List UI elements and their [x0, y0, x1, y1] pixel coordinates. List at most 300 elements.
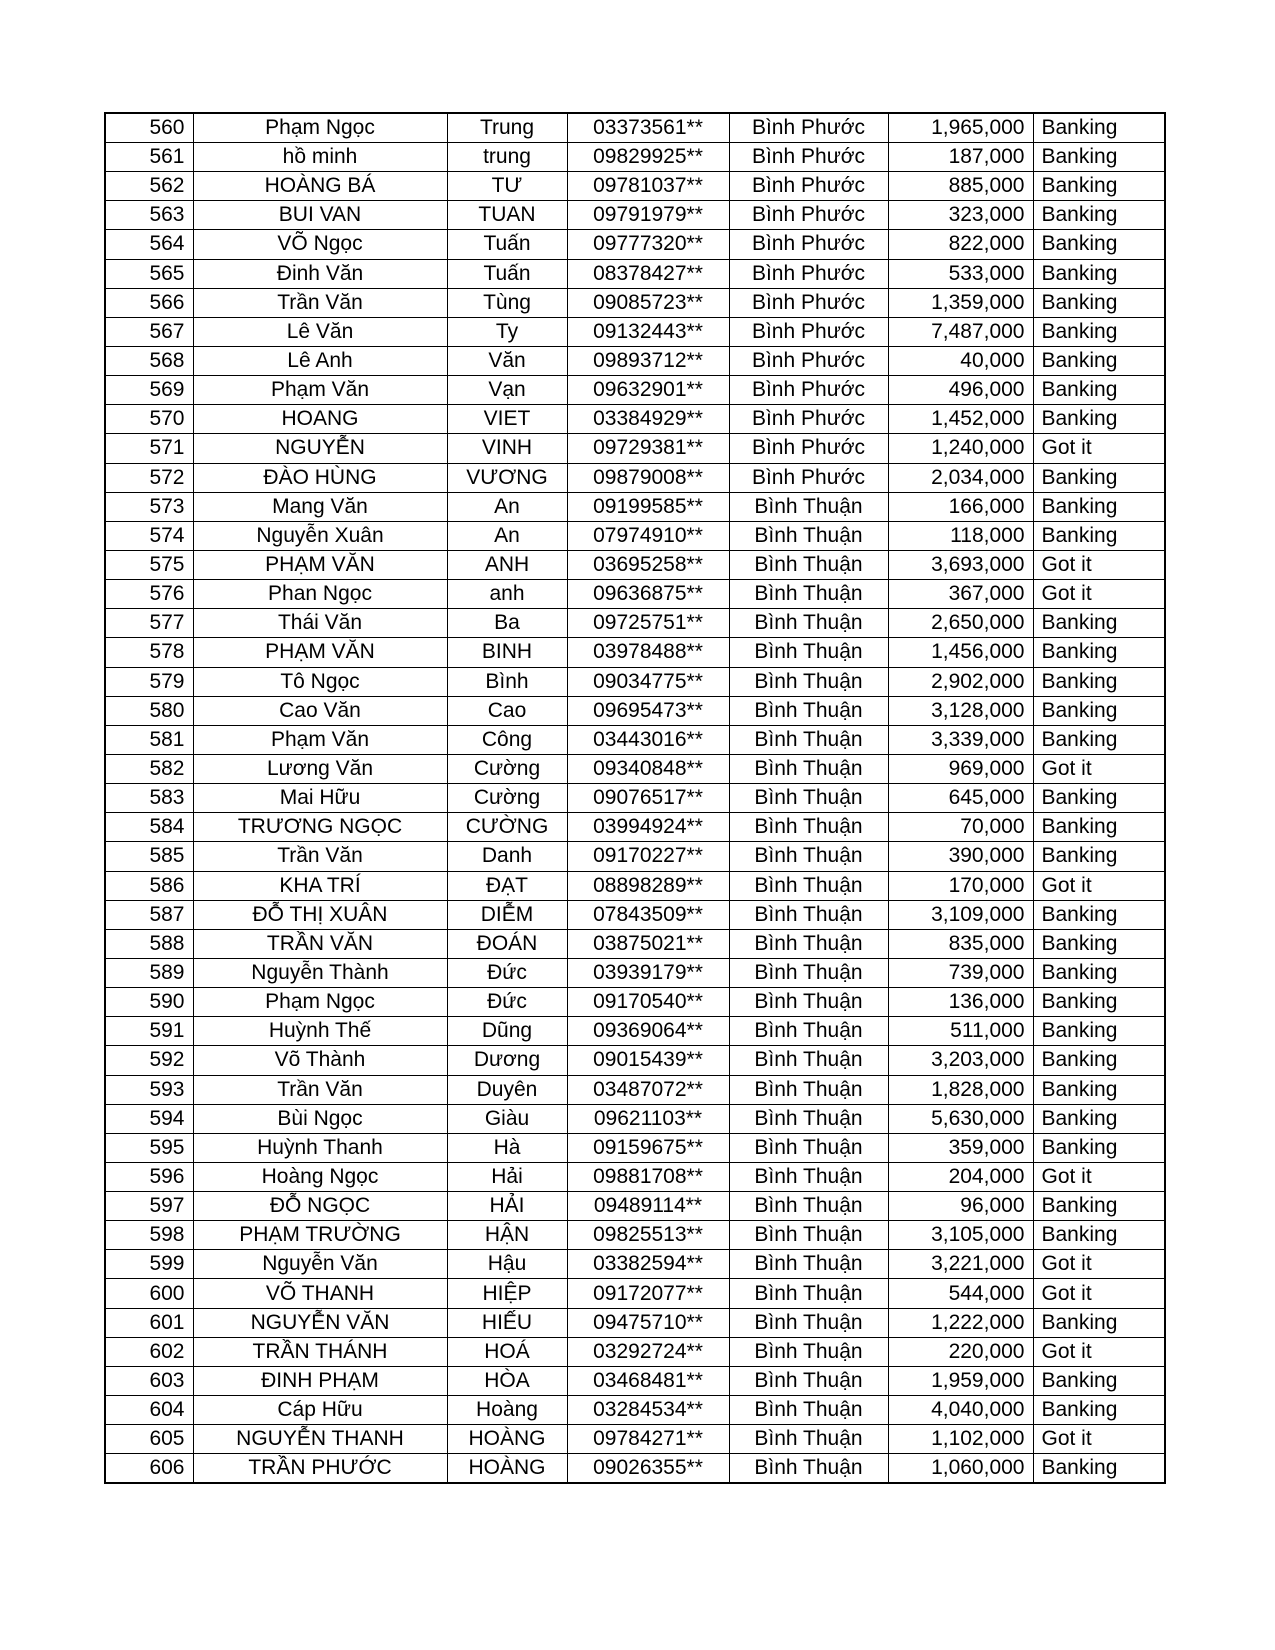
amount-cell: 359,000 — [888, 1133, 1033, 1162]
amount-cell: 170,000 — [888, 871, 1033, 900]
province-cell: Bình Thuận — [729, 813, 888, 842]
row-number-cell: 600 — [105, 1279, 193, 1308]
phone-number-cell: 03382594** — [567, 1250, 729, 1279]
phone-number-cell: 03443016** — [567, 725, 729, 754]
last-middle-name-cell: ĐÀO HÙNG — [193, 463, 447, 492]
province-cell: Bình Thuận — [729, 1133, 888, 1162]
first-name-cell: VIET — [447, 405, 567, 434]
payment-method-cell: Got it — [1033, 1425, 1165, 1454]
last-middle-name-cell: Lê Văn — [193, 317, 447, 346]
payment-method-cell: Banking — [1033, 638, 1165, 667]
province-cell: Bình Phước — [729, 143, 888, 172]
first-name-cell: An — [447, 492, 567, 521]
payment-method-cell: Banking — [1033, 288, 1165, 317]
row-number-cell: 584 — [105, 813, 193, 842]
first-name-cell: Tuấn — [447, 259, 567, 288]
amount-cell: 1,452,000 — [888, 405, 1033, 434]
province-cell: Bình Thuận — [729, 929, 888, 958]
phone-number-cell: 09489114** — [567, 1192, 729, 1221]
province-cell: Bình Thuận — [729, 638, 888, 667]
row-number-cell: 565 — [105, 259, 193, 288]
amount-cell: 96,000 — [888, 1192, 1033, 1221]
first-name-cell: Đức — [447, 988, 567, 1017]
first-name-cell: Ba — [447, 609, 567, 638]
first-name-cell: Đức — [447, 958, 567, 987]
phone-number-cell: 03468481** — [567, 1366, 729, 1395]
last-middle-name-cell: Đinh Văn — [193, 259, 447, 288]
first-name-cell: Dũng — [447, 1017, 567, 1046]
payment-method-cell: Banking — [1033, 988, 1165, 1017]
amount-cell: 3,128,000 — [888, 696, 1033, 725]
phone-number-cell: 09026355** — [567, 1454, 729, 1484]
payment-method-cell: Banking — [1033, 609, 1165, 638]
first-name-cell: BINH — [447, 638, 567, 667]
payment-method-cell: Banking — [1033, 1104, 1165, 1133]
payment-method-cell: Banking — [1033, 230, 1165, 259]
table-row — [105, 1279, 1165, 1308]
first-name-cell: Vạn — [447, 376, 567, 405]
amount-cell: 835,000 — [888, 929, 1033, 958]
row-number-cell: 583 — [105, 784, 193, 813]
phone-number-cell: 09781037** — [567, 172, 729, 201]
province-cell: Bình Thuận — [729, 754, 888, 783]
table-row — [105, 405, 1165, 434]
payment-method-cell: Banking — [1033, 376, 1165, 405]
payment-method-cell: Got it — [1033, 550, 1165, 579]
phone-number-cell: 09791979** — [567, 201, 729, 230]
last-middle-name-cell: Trần Văn — [193, 1075, 447, 1104]
row-number-cell: 567 — [105, 317, 193, 346]
row-number-cell: 589 — [105, 958, 193, 987]
first-name-cell: An — [447, 521, 567, 550]
first-name-cell: Tuấn — [447, 230, 567, 259]
table-body — [105, 113, 1165, 1483]
last-middle-name-cell: KHA TRÍ — [193, 871, 447, 900]
amount-cell: 70,000 — [888, 813, 1033, 842]
amount-cell: 2,034,000 — [888, 463, 1033, 492]
province-cell: Bình Thuận — [729, 842, 888, 871]
province-cell: Bình Phước — [729, 346, 888, 375]
last-middle-name-cell: NGUYỄN — [193, 434, 447, 463]
table-row — [105, 784, 1165, 813]
payment-method-cell: Banking — [1033, 725, 1165, 754]
last-middle-name-cell: PHẠM TRƯỜNG — [193, 1221, 447, 1250]
last-middle-name-cell: Huỳnh Thế — [193, 1017, 447, 1046]
amount-cell: 136,000 — [888, 988, 1033, 1017]
amount-cell: 739,000 — [888, 958, 1033, 987]
phone-number-cell: 09632901** — [567, 376, 729, 405]
amount-cell: 2,902,000 — [888, 667, 1033, 696]
amount-cell: 544,000 — [888, 1279, 1033, 1308]
payment-method-cell: Got it — [1033, 1279, 1165, 1308]
row-number-cell: 603 — [105, 1366, 193, 1395]
last-middle-name-cell: Thái Văn — [193, 609, 447, 638]
first-name-cell: Bình — [447, 667, 567, 696]
amount-cell: 4,040,000 — [888, 1396, 1033, 1425]
payment-method-cell: Banking — [1033, 201, 1165, 230]
phone-number-cell: 03978488** — [567, 638, 729, 667]
province-cell: Bình Thuận — [729, 580, 888, 609]
row-number-cell: 563 — [105, 201, 193, 230]
first-name-cell: Hoàng — [447, 1396, 567, 1425]
first-name-cell: HOÀNG — [447, 1425, 567, 1454]
row-number-cell: 570 — [105, 405, 193, 434]
row-number-cell: 573 — [105, 492, 193, 521]
province-cell: Bình Thuận — [729, 988, 888, 1017]
table-row — [105, 725, 1165, 754]
first-name-cell: Cao — [447, 696, 567, 725]
row-number-cell: 585 — [105, 842, 193, 871]
amount-cell: 1,102,000 — [888, 1425, 1033, 1454]
payment-method-cell: Banking — [1033, 143, 1165, 172]
province-cell: Bình Thuận — [729, 492, 888, 521]
last-middle-name-cell: BUI VAN — [193, 201, 447, 230]
last-middle-name-cell: Phan Ngọc — [193, 580, 447, 609]
payment-method-cell: Banking — [1033, 900, 1165, 929]
table-row — [105, 1221, 1165, 1250]
last-middle-name-cell: Phạm Ngọc — [193, 113, 447, 143]
table-row — [105, 288, 1165, 317]
payment-method-cell: Got it — [1033, 434, 1165, 463]
last-middle-name-cell: PHẠM VĂN — [193, 638, 447, 667]
row-number-cell: 588 — [105, 929, 193, 958]
province-cell: Bình Thuận — [729, 958, 888, 987]
table-row — [105, 580, 1165, 609]
row-number-cell: 561 — [105, 143, 193, 172]
last-middle-name-cell: PHẠM VĂN — [193, 550, 447, 579]
payment-method-cell: Banking — [1033, 813, 1165, 842]
province-cell: Bình Thuận — [729, 1192, 888, 1221]
phone-number-cell: 09881708** — [567, 1162, 729, 1191]
table-row — [105, 871, 1165, 900]
amount-cell: 2,650,000 — [888, 609, 1033, 638]
amount-cell: 1,060,000 — [888, 1454, 1033, 1484]
table-row — [105, 317, 1165, 346]
phone-number-cell: 09829925** — [567, 143, 729, 172]
table-row — [105, 638, 1165, 667]
phone-number-cell: 03994924** — [567, 813, 729, 842]
table-row — [105, 1046, 1165, 1075]
amount-cell: 885,000 — [888, 172, 1033, 201]
phone-number-cell: 09777320** — [567, 230, 729, 259]
payment-method-cell: Got it — [1033, 754, 1165, 783]
first-name-cell: Hải — [447, 1162, 567, 1191]
table-row — [105, 1425, 1165, 1454]
amount-cell: 1,222,000 — [888, 1308, 1033, 1337]
table-row — [105, 230, 1165, 259]
amount-cell: 367,000 — [888, 580, 1033, 609]
province-cell: Bình Phước — [729, 230, 888, 259]
phone-number-cell: 07843509** — [567, 900, 729, 929]
row-number-cell: 591 — [105, 1017, 193, 1046]
first-name-cell: TUAN — [447, 201, 567, 230]
amount-cell: 187,000 — [888, 143, 1033, 172]
payment-method-cell: Banking — [1033, 1192, 1165, 1221]
first-name-cell: Dương — [447, 1046, 567, 1075]
phone-number-cell: 03373561** — [567, 113, 729, 143]
province-cell: Bình Thuận — [729, 1454, 888, 1484]
province-cell: Bình Thuận — [729, 725, 888, 754]
table-row — [105, 1162, 1165, 1191]
province-cell: Bình Thuận — [729, 1279, 888, 1308]
province-cell: Bình Phước — [729, 405, 888, 434]
row-number-cell: 592 — [105, 1046, 193, 1075]
phone-number-cell: 08378427** — [567, 259, 729, 288]
province-cell: Bình Phước — [729, 201, 888, 230]
amount-cell: 40,000 — [888, 346, 1033, 375]
first-name-cell: Giàu — [447, 1104, 567, 1133]
province-cell: Bình Thuận — [729, 1425, 888, 1454]
table-row — [105, 172, 1165, 201]
row-number-cell: 601 — [105, 1308, 193, 1337]
table-row — [105, 463, 1165, 492]
row-number-cell: 566 — [105, 288, 193, 317]
first-name-cell: Công — [447, 725, 567, 754]
phone-number-cell: 03695258** — [567, 550, 729, 579]
payment-method-cell: Banking — [1033, 784, 1165, 813]
last-middle-name-cell: ĐỖ THỊ XUÂN — [193, 900, 447, 929]
last-middle-name-cell: Bùi Ngọc — [193, 1104, 447, 1133]
payment-method-cell: Banking — [1033, 259, 1165, 288]
row-number-cell: 572 — [105, 463, 193, 492]
amount-cell: 511,000 — [888, 1017, 1033, 1046]
amount-cell: 390,000 — [888, 842, 1033, 871]
row-number-cell: 562 — [105, 172, 193, 201]
row-number-cell: 593 — [105, 1075, 193, 1104]
last-middle-name-cell: NGUYỄN VĂN — [193, 1308, 447, 1337]
phone-number-cell: 09085723** — [567, 288, 729, 317]
payment-method-cell: Banking — [1033, 492, 1165, 521]
province-cell: Bình Thuận — [729, 1366, 888, 1395]
amount-cell: 822,000 — [888, 230, 1033, 259]
last-middle-name-cell: NGUYỄN THANH — [193, 1425, 447, 1454]
row-number-cell: 604 — [105, 1396, 193, 1425]
table-row — [105, 1337, 1165, 1366]
payment-method-cell: Got it — [1033, 1337, 1165, 1366]
first-name-cell: ĐẠT — [447, 871, 567, 900]
phone-number-cell: 09170227** — [567, 842, 729, 871]
phone-number-cell: 09636875** — [567, 580, 729, 609]
province-cell: Bình Thuận — [729, 1162, 888, 1191]
payment-method-cell: Banking — [1033, 1454, 1165, 1484]
table-row — [105, 813, 1165, 842]
payment-method-cell: Got it — [1033, 1250, 1165, 1279]
province-cell: Bình Thuận — [729, 1075, 888, 1104]
last-middle-name-cell: Hoàng Ngọc — [193, 1162, 447, 1191]
province-cell: Bình Thuận — [729, 667, 888, 696]
phone-number-cell: 09132443** — [567, 317, 729, 346]
last-middle-name-cell: ĐINH PHẠM — [193, 1366, 447, 1395]
last-middle-name-cell: Phạm Văn — [193, 725, 447, 754]
amount-cell: 5,630,000 — [888, 1104, 1033, 1133]
phone-number-cell: 03939179** — [567, 958, 729, 987]
table-row — [105, 346, 1165, 375]
first-name-cell: Danh — [447, 842, 567, 871]
phone-number-cell: 03284534** — [567, 1396, 729, 1425]
phone-number-cell: 09340848** — [567, 754, 729, 783]
table-row — [105, 667, 1165, 696]
last-middle-name-cell: Lương Văn — [193, 754, 447, 783]
first-name-cell: Ty — [447, 317, 567, 346]
first-name-cell: HIỆP — [447, 1279, 567, 1308]
table-row — [105, 929, 1165, 958]
table-row — [105, 958, 1165, 987]
table-row — [105, 1017, 1165, 1046]
phone-number-cell: 09015439** — [567, 1046, 729, 1075]
first-name-cell: TƯ — [447, 172, 567, 201]
amount-cell: 3,693,000 — [888, 550, 1033, 579]
province-cell: Bình Thuận — [729, 1221, 888, 1250]
table-row — [105, 1104, 1165, 1133]
payment-method-cell: Banking — [1033, 696, 1165, 725]
phone-number-cell: 03384929** — [567, 405, 729, 434]
row-number-cell: 581 — [105, 725, 193, 754]
last-middle-name-cell: ĐỖ NGỌC — [193, 1192, 447, 1221]
payment-method-cell: Banking — [1033, 405, 1165, 434]
province-cell: Bình Phước — [729, 259, 888, 288]
amount-cell: 969,000 — [888, 754, 1033, 783]
first-name-cell: Trung — [447, 113, 567, 143]
province-cell: Bình Thuận — [729, 521, 888, 550]
payment-method-cell: Banking — [1033, 1017, 1165, 1046]
last-middle-name-cell: Phạm Văn — [193, 376, 447, 405]
payment-method-cell: Banking — [1033, 958, 1165, 987]
phone-number-cell: 09695473** — [567, 696, 729, 725]
province-cell: Bình Thuận — [729, 696, 888, 725]
first-name-cell: DIỄM — [447, 900, 567, 929]
table-row — [105, 113, 1165, 143]
row-number-cell: 576 — [105, 580, 193, 609]
phone-number-cell: 09199585** — [567, 492, 729, 521]
last-middle-name-cell: VÕ THANH — [193, 1279, 447, 1308]
table-row — [105, 521, 1165, 550]
payment-method-cell: Banking — [1033, 929, 1165, 958]
table-row — [105, 1396, 1165, 1425]
amount-cell: 118,000 — [888, 521, 1033, 550]
table-row — [105, 492, 1165, 521]
amount-cell: 1,965,000 — [888, 113, 1033, 143]
row-number-cell: 597 — [105, 1192, 193, 1221]
payment-method-cell: Banking — [1033, 1366, 1165, 1395]
payment-method-cell: Got it — [1033, 871, 1165, 900]
first-name-cell: Văn — [447, 346, 567, 375]
first-name-cell: CƯỜNG — [447, 813, 567, 842]
amount-cell: 3,105,000 — [888, 1221, 1033, 1250]
last-middle-name-cell: TRƯƠNG NGỌC — [193, 813, 447, 842]
row-number-cell: 595 — [105, 1133, 193, 1162]
province-cell: Bình Thuận — [729, 550, 888, 579]
table-row — [105, 1366, 1165, 1395]
row-number-cell: 596 — [105, 1162, 193, 1191]
first-name-cell: anh — [447, 580, 567, 609]
province-cell: Bình Phước — [729, 288, 888, 317]
amount-cell: 3,203,000 — [888, 1046, 1033, 1075]
phone-number-cell: 09369064** — [567, 1017, 729, 1046]
payment-method-cell: Banking — [1033, 667, 1165, 696]
amount-cell: 220,000 — [888, 1337, 1033, 1366]
row-number-cell: 582 — [105, 754, 193, 783]
province-cell: Bình Thuận — [729, 1308, 888, 1337]
row-number-cell: 577 — [105, 609, 193, 638]
table-row — [105, 1075, 1165, 1104]
last-middle-name-cell: Mang Văn — [193, 492, 447, 521]
first-name-cell: trung — [447, 143, 567, 172]
province-cell: Bình Thuận — [729, 1337, 888, 1366]
phone-number-cell: 03487072** — [567, 1075, 729, 1104]
payment-method-cell: Banking — [1033, 1308, 1165, 1337]
phone-number-cell: 09172077** — [567, 1279, 729, 1308]
row-number-cell: 606 — [105, 1454, 193, 1484]
row-number-cell: 598 — [105, 1221, 193, 1250]
first-name-cell: VƯƠNG — [447, 463, 567, 492]
province-cell: Bình Thuận — [729, 1250, 888, 1279]
last-middle-name-cell: hồ minh — [193, 143, 447, 172]
row-number-cell: 587 — [105, 900, 193, 929]
row-number-cell: 586 — [105, 871, 193, 900]
phone-number-cell: 08898289** — [567, 871, 729, 900]
table-row — [105, 1454, 1165, 1484]
last-middle-name-cell: HOANG — [193, 405, 447, 434]
amount-cell: 1,828,000 — [888, 1075, 1033, 1104]
table-row — [105, 201, 1165, 230]
last-middle-name-cell: Huỳnh Thanh — [193, 1133, 447, 1162]
last-middle-name-cell: Cao Văn — [193, 696, 447, 725]
last-middle-name-cell: Tô Ngọc — [193, 667, 447, 696]
first-name-cell: Hà — [447, 1133, 567, 1162]
phone-number-cell: 09475710** — [567, 1308, 729, 1337]
amount-cell: 1,240,000 — [888, 434, 1033, 463]
province-cell: Bình Phước — [729, 376, 888, 405]
phone-number-cell: 09034775** — [567, 667, 729, 696]
row-number-cell: 571 — [105, 434, 193, 463]
phone-number-cell: 09825513** — [567, 1221, 729, 1250]
amount-cell: 645,000 — [888, 784, 1033, 813]
payment-method-cell: Banking — [1033, 172, 1165, 201]
phone-number-cell: 07974910** — [567, 521, 729, 550]
payment-method-cell: Got it — [1033, 1162, 1165, 1191]
payment-method-cell: Banking — [1033, 521, 1165, 550]
row-number-cell: 579 — [105, 667, 193, 696]
province-cell: Bình Phước — [729, 172, 888, 201]
first-name-cell: HOÀNG — [447, 1454, 567, 1484]
amount-cell: 1,456,000 — [888, 638, 1033, 667]
payment-method-cell: Banking — [1033, 1396, 1165, 1425]
phone-number-cell: 03875021** — [567, 929, 729, 958]
phone-number-cell: 09784271** — [567, 1425, 729, 1454]
payment-method-cell: Banking — [1033, 1046, 1165, 1075]
row-number-cell: 590 — [105, 988, 193, 1017]
phone-number-cell: 03292724** — [567, 1337, 729, 1366]
amount-cell: 204,000 — [888, 1162, 1033, 1191]
table-row — [105, 434, 1165, 463]
row-number-cell: 594 — [105, 1104, 193, 1133]
amount-cell: 3,339,000 — [888, 725, 1033, 754]
last-middle-name-cell: Nguyễn Xuân — [193, 521, 447, 550]
phone-number-cell: 09725751** — [567, 609, 729, 638]
table-row — [105, 754, 1165, 783]
last-middle-name-cell: Nguyễn Văn — [193, 1250, 447, 1279]
table-row — [105, 376, 1165, 405]
table-row — [105, 550, 1165, 579]
first-name-cell: ĐOÁN — [447, 929, 567, 958]
phone-number-cell: 09893712** — [567, 346, 729, 375]
first-name-cell: Cường — [447, 754, 567, 783]
province-cell: Bình Phước — [729, 113, 888, 143]
amount-cell: 1,359,000 — [888, 288, 1033, 317]
table-row — [105, 609, 1165, 638]
first-name-cell: HẢI — [447, 1192, 567, 1221]
last-middle-name-cell: VÕ Ngọc — [193, 230, 447, 259]
